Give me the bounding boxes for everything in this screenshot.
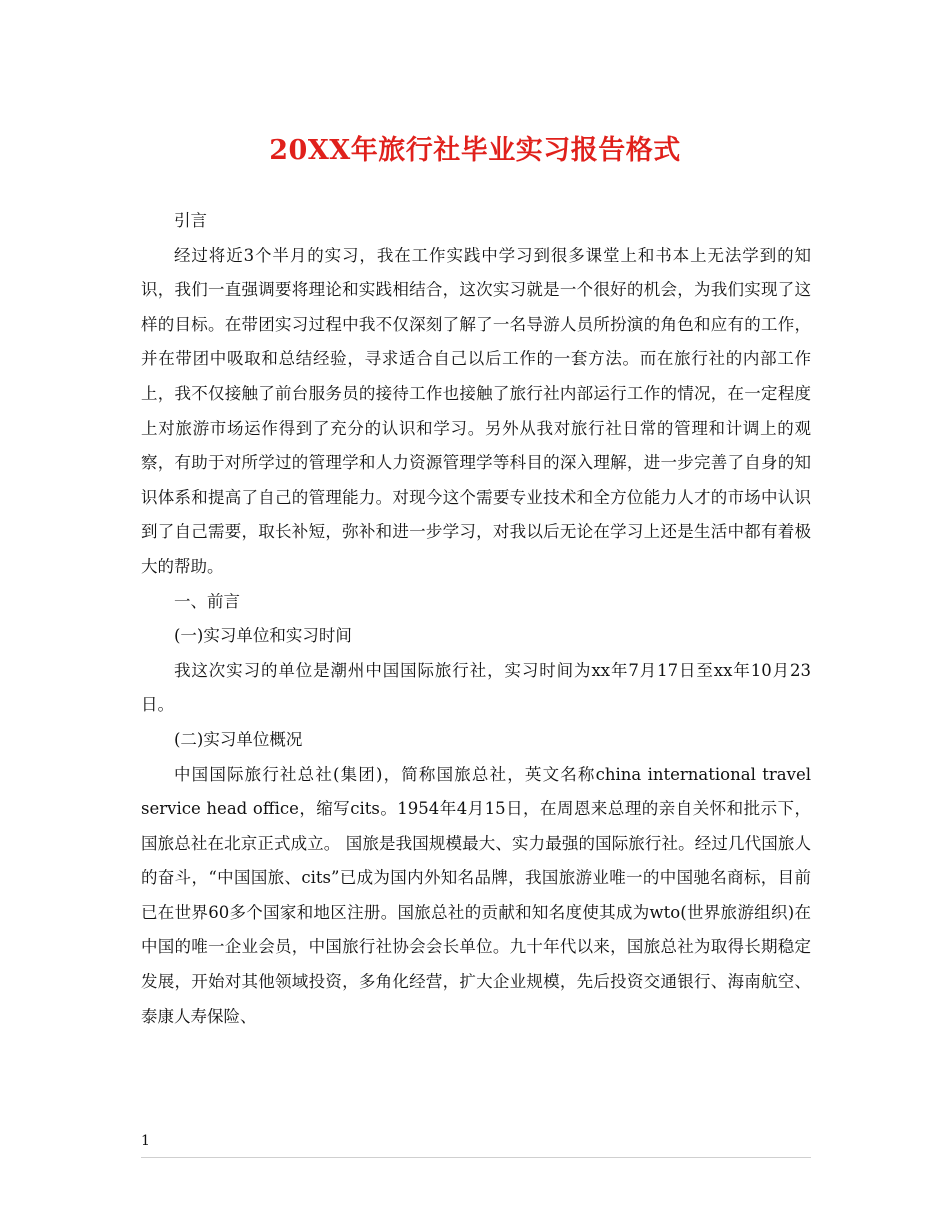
paragraph-unit-and-time: 我这次实习的单位是潮州中国国际旅行社，实习时间为xx年7月17日至xx年10月23日。 bbox=[141, 660, 811, 715]
page-number: 1 bbox=[141, 1133, 150, 1149]
document-title: 20XX年旅行社毕业实习报告格式 bbox=[269, 135, 681, 166]
heading-introduction: 引言 bbox=[174, 211, 207, 230]
footer-divider bbox=[141, 1157, 811, 1158]
paragraph-introduction: 经过将近3个半月的实习，我在工作实践中学习到很多课堂上和书本上无法学到的知识，我们一直强调要将理论和实践相结合，这次实习就是一个很好的机会，为我们实现了这样的目标。在带团实习过程中我不仅深刻了解了一名导游人员所扮演的角色和应有的工作，并在带团中吸取和总结经验，寻求适合自己以后工作的一套方法。而在旅行社的内部工作上，我不仅接触了前台服务员的接待工作也接触了旅行社内部运行工作的情况，在一定程度上对旅游市场运作得到了充分的认识和学习。另外从我对旅行社日常的管理和计调上的观察，有助于对所学过的管理学和人力资源管理学等科目的深入理解，进一步完善了自身的知识体系和提高了自己的管理能力。对现今这个需要专业技术和全方位能力人才的市场中认识到了自己需要，取长补短，弥补和进一步学习，对我以后无论在学习上还是生活中都有着极大的帮助。 bbox=[141, 245, 811, 576]
subheading-unit-overview: (二)实习单位概况 bbox=[174, 729, 303, 749]
subheading-unit-and-time: (一)实习单位和实习时间 bbox=[174, 626, 352, 646]
heading-preface: 一、前言 bbox=[174, 591, 240, 611]
document-body bbox=[141, 204, 811, 1034]
paragraph-unit-overview: 中国国际旅行社总社(集团)，简称国旅总社，英文名称china international travel service head office，缩写cits。1954年4月15日，在周恩来总理的亲自关怀和批示下，国旅总社在北京正式成立。 国旅是我国规模最大、实力最强的国际旅行社。经过几代国旅人的奋斗，“中国国旅、cits”已成为国内外知名品牌，我国旅游业唯一的中国驰名商标，目前已在世界60多个国家和地区注册。国旅总社的贡献和知名度使其成为wto(世界旅游组织)在中国的唯一企业会员，中国旅行社协会会长单位。九十年代以来，国旅总社为取得长期稳定发展，开始对其他领域投资，多角化经营，扩大企业规模，先后投资交通银行、海南航空、泰康人寿保险、 bbox=[141, 764, 811, 1026]
